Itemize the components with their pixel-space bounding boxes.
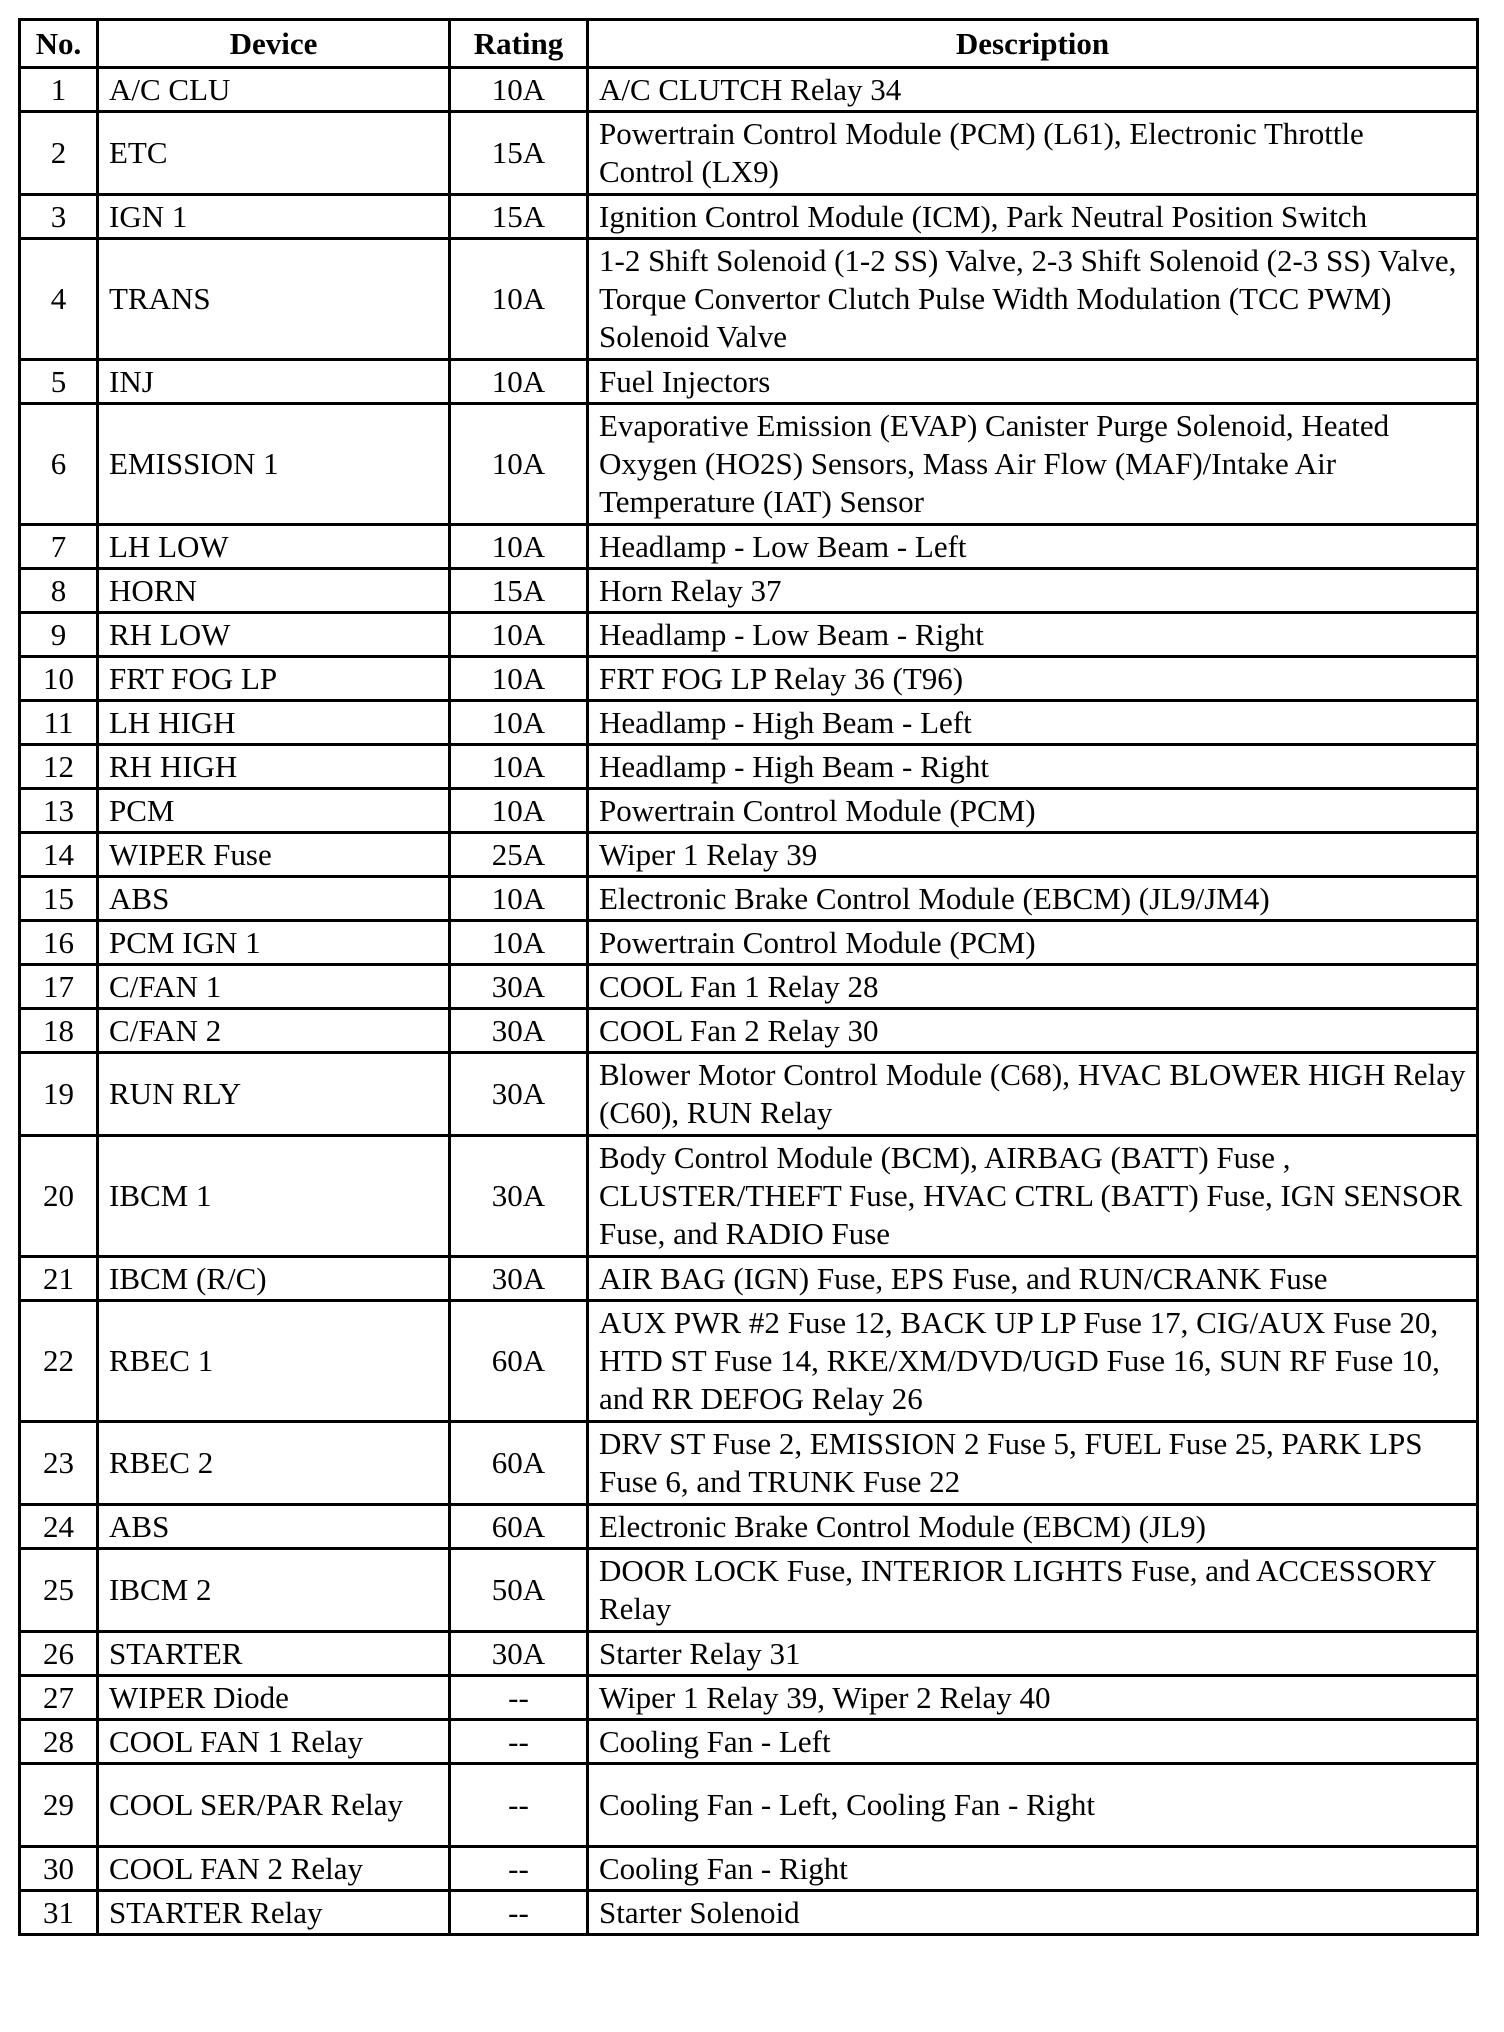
fuse-device: RBEC 1 <box>98 1301 450 1422</box>
fuse-description: COOL Fan 1 Relay 28 <box>588 965 1478 1009</box>
fuse-description: Evaporative Emission (EVAP) Canister Purge Solenoid, Heated Oxygen (HO2S) Sensors, Mass Air Flow (MAF)/Intake Air Temperature (IAT) Sensor <box>588 404 1478 525</box>
fuse-device: COOL FAN 2 Relay <box>98 1847 450 1891</box>
fuse-number: 22 <box>20 1301 98 1422</box>
table-row <box>20 745 1478 789</box>
table-body <box>20 68 1478 1935</box>
table-row <box>20 525 1478 569</box>
fuse-rating: 10A <box>450 657 588 701</box>
fuse-rating: 10A <box>450 613 588 657</box>
fuse-rating: -- <box>450 1764 588 1847</box>
fuse-device: ABS <box>98 877 450 921</box>
fuse-number: 7 <box>20 525 98 569</box>
fuse-description: DOOR LOCK Fuse, INTERIOR LIGHTS Fuse, and ACCESSORY Relay <box>588 1549 1478 1632</box>
fuse-number: 1 <box>20 68 98 112</box>
fuse-description: Headlamp - Low Beam - Left <box>588 525 1478 569</box>
fuse-rating: 15A <box>450 195 588 239</box>
fuse-number: 11 <box>20 701 98 745</box>
table-row <box>20 1505 1478 1549</box>
table-row <box>20 833 1478 877</box>
fuse-device: WIPER Fuse <box>98 833 450 877</box>
fuse-rating: 30A <box>450 1009 588 1053</box>
fuse-number: 29 <box>20 1764 98 1847</box>
fuse-device: IBCM (R/C) <box>98 1257 450 1301</box>
fuse-description: FRT FOG LP Relay 36 (T96) <box>588 657 1478 701</box>
fuse-rating: 50A <box>450 1549 588 1632</box>
fuse-rating: -- <box>450 1891 588 1935</box>
fuse-number: 18 <box>20 1009 98 1053</box>
table-row <box>20 657 1478 701</box>
fuse-number: 14 <box>20 833 98 877</box>
header-device: Device <box>98 20 450 68</box>
fuse-rating: 10A <box>450 701 588 745</box>
fuse-device: LH LOW <box>98 525 450 569</box>
fuse-device: STARTER <box>98 1632 450 1676</box>
fuse-rating: 30A <box>450 1053 588 1136</box>
fuse-device: C/FAN 2 <box>98 1009 450 1053</box>
header-rating: Rating <box>450 20 588 68</box>
fuse-description: DRV ST Fuse 2, EMISSION 2 Fuse 5, FUEL Fuse 25, PARK LPS Fuse 6, and TRUNK Fuse 22 <box>588 1422 1478 1505</box>
fuse-number: 6 <box>20 404 98 525</box>
fuse-rating: 30A <box>450 1136 588 1257</box>
fuse-description: Cooling Fan - Left <box>588 1720 1478 1764</box>
fuse-description: Headlamp - Low Beam - Right <box>588 613 1478 657</box>
fuse-device: COOL SER/PAR Relay <box>98 1764 450 1847</box>
fuse-number: 4 <box>20 239 98 360</box>
fuse-number: 16 <box>20 921 98 965</box>
table-row <box>20 921 1478 965</box>
table-row <box>20 1847 1478 1891</box>
fuse-description: AUX PWR #2 Fuse 12, BACK UP LP Fuse 17, CIG/AUX Fuse 20, HTD ST Fuse 14, RKE/XM/DVD/UGD Fuse 16, SUN RF Fuse 10, and RR DEFOG Relay 26 <box>588 1301 1478 1422</box>
table-row <box>20 789 1478 833</box>
fuse-device: STARTER Relay <box>98 1891 450 1935</box>
fuse-device: ABS <box>98 1505 450 1549</box>
table-header <box>20 20 1478 68</box>
table-row <box>20 877 1478 921</box>
fuse-description: Headlamp - High Beam - Left <box>588 701 1478 745</box>
fuse-description: Wiper 1 Relay 39 <box>588 833 1478 877</box>
fuse-device: WIPER Diode <box>98 1676 450 1720</box>
table-row <box>20 360 1478 404</box>
table-row <box>20 1764 1478 1847</box>
fuse-description: 1-2 Shift Solenoid (1-2 SS) Valve, 2-3 Shift Solenoid (2-3 SS) Valve, Torque Convertor Clutch Pulse Width Modulation (TCC PWM) Solenoid Valve <box>588 239 1478 360</box>
fuse-number: 27 <box>20 1676 98 1720</box>
fuse-device: FRT FOG LP <box>98 657 450 701</box>
table-row <box>20 1720 1478 1764</box>
table-row <box>20 1136 1478 1257</box>
table-row <box>20 1053 1478 1136</box>
fuse-device: A/C CLU <box>98 68 450 112</box>
fuse-number: 2 <box>20 112 98 195</box>
header-description: Description <box>588 20 1478 68</box>
fuse-description: Starter Relay 31 <box>588 1632 1478 1676</box>
fuse-device: EMISSION 1 <box>98 404 450 525</box>
fuse-device: IBCM 2 <box>98 1549 450 1632</box>
fuse-rating: 30A <box>450 1632 588 1676</box>
fuse-number: 31 <box>20 1891 98 1935</box>
fuse-number: 24 <box>20 1505 98 1549</box>
table-row <box>20 701 1478 745</box>
fuse-description: Wiper 1 Relay 39, Wiper 2 Relay 40 <box>588 1676 1478 1720</box>
fuse-device: LH HIGH <box>98 701 450 745</box>
fuse-number: 30 <box>20 1847 98 1891</box>
table-row <box>20 1422 1478 1505</box>
table-row <box>20 1676 1478 1720</box>
fuse-rating: 10A <box>450 360 588 404</box>
fuse-description: Ignition Control Module (ICM), Park Neutral Position Switch <box>588 195 1478 239</box>
fuse-table <box>18 18 1479 1936</box>
fuse-rating: 10A <box>450 404 588 525</box>
fuse-device: IGN 1 <box>98 195 450 239</box>
fuse-number: 25 <box>20 1549 98 1632</box>
fuse-device: COOL FAN 1 Relay <box>98 1720 450 1764</box>
fuse-description: Powertrain Control Module (PCM) <box>588 921 1478 965</box>
fuse-device: PCM <box>98 789 450 833</box>
fuse-device: RH LOW <box>98 613 450 657</box>
table-row <box>20 1257 1478 1301</box>
fuse-device: INJ <box>98 360 450 404</box>
fuse-device: PCM IGN 1 <box>98 921 450 965</box>
fuse-number: 13 <box>20 789 98 833</box>
fuse-description: Electronic Brake Control Module (EBCM) (JL9) <box>588 1505 1478 1549</box>
table-row <box>20 569 1478 613</box>
fuse-number: 8 <box>20 569 98 613</box>
fuse-rating: 15A <box>450 112 588 195</box>
fuse-number: 28 <box>20 1720 98 1764</box>
fuse-device: ETC <box>98 112 450 195</box>
fuse-rating: -- <box>450 1847 588 1891</box>
fuse-rating: -- <box>450 1676 588 1720</box>
fuse-number: 19 <box>20 1053 98 1136</box>
fuse-rating: 60A <box>450 1422 588 1505</box>
table-row <box>20 404 1478 525</box>
fuse-device: IBCM 1 <box>98 1136 450 1257</box>
fuse-rating: 60A <box>450 1301 588 1422</box>
fuse-rating: 10A <box>450 921 588 965</box>
fuse-device: RH HIGH <box>98 745 450 789</box>
fuse-description: Body Control Module (BCM), AIRBAG (BATT) Fuse , CLUSTER/THEFT Fuse, HVAC CTRL (BATT) Fuse, IGN SENSOR Fuse, and RADIO Fuse <box>588 1136 1478 1257</box>
fuse-device: HORN <box>98 569 450 613</box>
header-row <box>20 20 1478 68</box>
fuse-rating: -- <box>450 1720 588 1764</box>
table-row <box>20 613 1478 657</box>
fuse-description: Blower Motor Control Module (C68), HVAC BLOWER HIGH Relay (C60), RUN Relay <box>588 1053 1478 1136</box>
fuse-number: 21 <box>20 1257 98 1301</box>
fuse-description: Starter Solenoid <box>588 1891 1478 1935</box>
fuse-description: Cooling Fan - Left, Cooling Fan - Right <box>588 1764 1478 1847</box>
fuse-rating: 30A <box>450 1257 588 1301</box>
fuse-number: 3 <box>20 195 98 239</box>
fuse-rating: 30A <box>450 965 588 1009</box>
table-row <box>20 68 1478 112</box>
fuse-device: C/FAN 1 <box>98 965 450 1009</box>
fuse-number: 9 <box>20 613 98 657</box>
fuse-number: 17 <box>20 965 98 1009</box>
table-row <box>20 112 1478 195</box>
fuse-description: Cooling Fan - Right <box>588 1847 1478 1891</box>
fuse-rating: 10A <box>450 789 588 833</box>
fuse-rating: 10A <box>450 877 588 921</box>
fuse-rating: 25A <box>450 833 588 877</box>
fuse-device: TRANS <box>98 239 450 360</box>
table-row <box>20 1549 1478 1632</box>
fuse-number: 10 <box>20 657 98 701</box>
table-row <box>20 1632 1478 1676</box>
table-row <box>20 1301 1478 1422</box>
fuse-rating: 60A <box>450 1505 588 1549</box>
fuse-description: A/C CLUTCH Relay 34 <box>588 68 1478 112</box>
table-row <box>20 1009 1478 1053</box>
fuse-rating: 10A <box>450 525 588 569</box>
fuse-number: 5 <box>20 360 98 404</box>
fuse-description: Fuel Injectors <box>588 360 1478 404</box>
fuse-rating: 10A <box>450 239 588 360</box>
fuse-description: Powertrain Control Module (PCM) <box>588 789 1478 833</box>
table-row <box>20 195 1478 239</box>
fuse-rating: 10A <box>450 745 588 789</box>
table-row <box>20 1891 1478 1935</box>
fuse-device: RBEC 2 <box>98 1422 450 1505</box>
fuse-description: Powertrain Control Module (PCM) (L61), Electronic Throttle Control (LX9) <box>588 112 1478 195</box>
fuse-number: 23 <box>20 1422 98 1505</box>
fuse-number: 15 <box>20 877 98 921</box>
fuse-device: RUN RLY <box>98 1053 450 1136</box>
fuse-description: Horn Relay 37 <box>588 569 1478 613</box>
fuse-description: COOL Fan 2 Relay 30 <box>588 1009 1478 1053</box>
fuse-rating: 10A <box>450 68 588 112</box>
fuse-number: 26 <box>20 1632 98 1676</box>
fuse-number: 12 <box>20 745 98 789</box>
fuse-description: Electronic Brake Control Module (EBCM) (JL9/JM4) <box>588 877 1478 921</box>
table-row <box>20 239 1478 360</box>
fuse-description: Headlamp - High Beam - Right <box>588 745 1478 789</box>
table-row <box>20 965 1478 1009</box>
header-no: No. <box>20 20 98 68</box>
fuse-description: AIR BAG (IGN) Fuse, EPS Fuse, and RUN/CRANK Fuse <box>588 1257 1478 1301</box>
fuse-rating: 15A <box>450 569 588 613</box>
fuse-number: 20 <box>20 1136 98 1257</box>
